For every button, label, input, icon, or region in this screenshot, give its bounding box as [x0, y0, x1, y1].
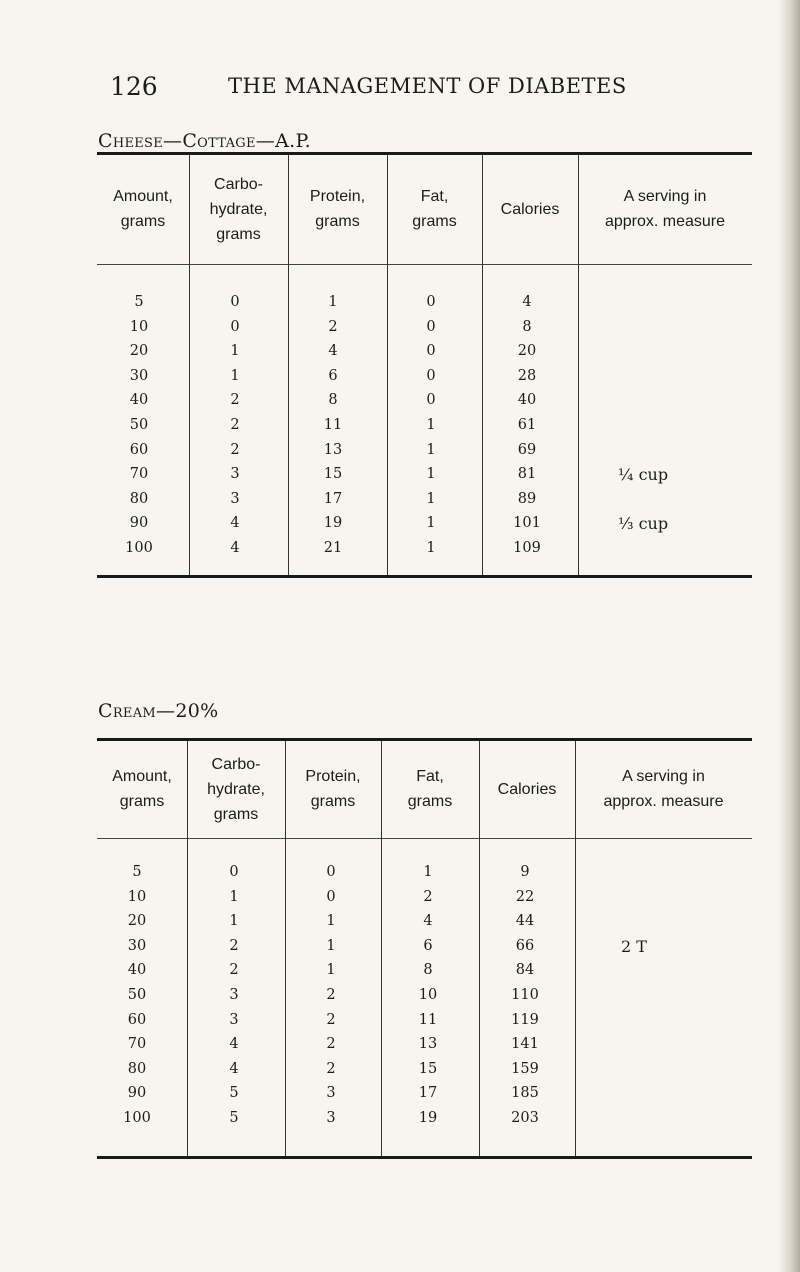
cell-amount: 10 — [127, 888, 147, 905]
column-header-serving-measure: A serving in approx. measure — [604, 188, 726, 230]
cell-fat: 2 — [423, 888, 433, 905]
column-header-protein: Protein, grams — [305, 768, 361, 810]
column-header-amount: Amount, grams — [113, 188, 173, 230]
cell-carbohydrate: 4 — [230, 515, 240, 532]
page-number: 126 — [110, 72, 158, 101]
cell-protein: 19 — [323, 515, 343, 532]
cell-amount: 10 — [129, 318, 149, 335]
cell-fat: 0 — [426, 318, 436, 335]
column-header-fat: Fat, grams — [412, 188, 457, 230]
cell-amount: 70 — [129, 466, 149, 483]
column-header-serving-measure: A serving in approx. measure — [603, 768, 724, 810]
cell-protein: 1 — [326, 913, 336, 930]
cell-fat: 13 — [418, 1036, 438, 1053]
header-rule — [97, 838, 752, 839]
cell-calories: 66 — [515, 937, 535, 954]
cell-calories: 9 — [520, 864, 530, 880]
cell-protein: 15 — [323, 466, 343, 483]
column-divider — [482, 155, 483, 575]
cell-fat: 1 — [426, 540, 436, 556]
cell-amount: 80 — [127, 1060, 147, 1077]
cell-carbohydrate: 2 — [229, 962, 239, 979]
cell-amount: 30 — [127, 937, 147, 954]
cell-carbohydrate: 3 — [229, 987, 239, 1003]
cell-fat: 0 — [426, 343, 436, 360]
cell-calories: 40 — [517, 392, 537, 409]
cell-fat: 1 — [426, 490, 436, 507]
cell-carbohydrate: 1 — [230, 343, 240, 360]
cell-amount: 60 — [127, 1011, 147, 1028]
table-bottom-rule — [97, 1156, 752, 1159]
cell-fat: 8 — [423, 962, 433, 979]
cell-calories: 159 — [511, 1060, 539, 1077]
cell-fat: 15 — [418, 1060, 438, 1077]
cell-calories: 20 — [517, 343, 537, 360]
cell-fat: 17 — [418, 1085, 438, 1102]
column-header-protein: Protein, grams — [309, 188, 366, 230]
column-header-carbohydrate: Carbo- hydrate, grams — [207, 755, 265, 823]
cell-calories: 69 — [517, 441, 537, 458]
cell-amount: 90 — [127, 1085, 147, 1102]
cell-fat: 4 — [423, 913, 433, 930]
cell-fat: 1 — [426, 441, 436, 458]
cell-carbohydrate: 2 — [229, 937, 239, 954]
cell-amount: 100 — [125, 540, 153, 556]
cell-fat: 0 — [426, 294, 436, 310]
cell-calories: 110 — [511, 987, 539, 1003]
cell-carbohydrate: 3 — [229, 1011, 239, 1028]
cell-calories: 81 — [517, 466, 537, 483]
cell-protein: 2 — [326, 1060, 336, 1077]
cell-fat: 1 — [426, 515, 436, 532]
cell-fat: 11 — [418, 1011, 438, 1028]
cell-fat: 0 — [426, 367, 436, 384]
page-edge-shadow — [778, 0, 800, 1272]
cottage-cheese-table — [97, 152, 752, 577]
cell-calories: 185 — [511, 1085, 539, 1102]
cell-amount: 5 — [132, 864, 142, 880]
cell-protein: 17 — [323, 490, 343, 507]
cell-fat: 1 — [426, 417, 436, 433]
cell-amount: 5 — [134, 294, 144, 310]
column-divider — [578, 155, 579, 575]
cell-fat: 1 — [426, 466, 436, 483]
cell-calories: 8 — [522, 318, 532, 335]
cell-fat: 10 — [418, 987, 438, 1003]
cell-serving-measure: ⅓ cup — [618, 514, 669, 534]
cream-table — [97, 738, 752, 1158]
cell-amount: 30 — [129, 367, 149, 384]
cell-protein: 3 — [326, 1085, 336, 1102]
cell-calories: 4 — [522, 294, 532, 310]
cell-protein: 2 — [328, 318, 338, 335]
cell-carbohydrate: 0 — [230, 318, 240, 335]
cell-fat: 0 — [426, 392, 436, 409]
cell-carbohydrate: 3 — [230, 466, 240, 483]
cell-carbohydrate: 4 — [229, 1036, 239, 1053]
cell-protein: 2 — [326, 1011, 336, 1028]
cell-calories: 203 — [511, 1110, 539, 1126]
cell-amount: 40 — [127, 962, 147, 979]
cell-carbohydrate: 0 — [229, 864, 239, 880]
column-header-carbohydrate: Carbo- hydrate, grams — [209, 175, 268, 243]
cell-calories: 44 — [515, 913, 535, 930]
cell-amount: 50 — [129, 417, 149, 433]
cell-protein: 11 — [323, 417, 343, 433]
cell-calories: 89 — [517, 490, 537, 507]
column-divider — [189, 155, 190, 575]
cell-carbohydrate: 1 — [230, 367, 240, 384]
cell-protein: 21 — [323, 540, 343, 556]
cell-fat: 6 — [423, 937, 433, 954]
cell-carbohydrate: 4 — [229, 1060, 239, 1077]
cell-protein: 0 — [326, 888, 336, 905]
cell-amount: 50 — [127, 987, 147, 1003]
cell-protein: 3 — [326, 1110, 336, 1126]
cell-calories: 28 — [517, 367, 537, 384]
column-divider — [479, 741, 480, 1156]
column-divider — [288, 155, 289, 575]
cell-calories: 119 — [511, 1011, 539, 1028]
cell-carbohydrate: 2 — [230, 392, 240, 409]
cell-serving-measure: 2 T — [621, 936, 647, 956]
cell-carbohydrate: 3 — [230, 490, 240, 507]
header-rule — [97, 264, 752, 265]
column-header-amount: Amount, grams — [112, 768, 172, 810]
cell-fat: 1 — [423, 864, 433, 880]
cell-protein: 6 — [328, 367, 338, 384]
section-title-cottage-cheese: Cheese—Cottage—A.P. — [98, 130, 312, 152]
cell-calories: 141 — [511, 1036, 539, 1053]
column-divider — [187, 741, 188, 1156]
cell-protein: 0 — [326, 864, 336, 880]
column-divider — [285, 741, 286, 1156]
cell-carbohydrate: 2 — [230, 441, 240, 458]
running-head — [110, 72, 670, 106]
column-divider — [381, 741, 382, 1156]
cell-amount: 60 — [129, 441, 149, 458]
cell-protein: 1 — [328, 294, 338, 310]
cell-carbohydrate: 5 — [229, 1085, 239, 1102]
cell-amount: 20 — [127, 913, 147, 930]
cell-amount: 70 — [127, 1036, 147, 1053]
cell-calories: 22 — [515, 888, 535, 905]
cell-protein: 1 — [326, 962, 336, 979]
cell-carbohydrate: 1 — [229, 888, 239, 905]
cell-protein: 4 — [328, 343, 338, 360]
cell-protein: 8 — [328, 392, 338, 409]
cell-protein: 1 — [326, 937, 336, 954]
column-divider — [575, 741, 576, 1156]
section-title-cream: Cream—20% — [98, 700, 219, 722]
cell-carbohydrate: 2 — [230, 417, 240, 433]
cell-carbohydrate: 4 — [230, 540, 240, 556]
cell-calories: 84 — [515, 962, 535, 979]
cell-protein: 2 — [326, 1036, 336, 1053]
cell-amount: 90 — [129, 515, 149, 532]
cell-amount: 20 — [129, 343, 149, 360]
column-header-calories: Calories — [497, 780, 557, 798]
column-divider — [387, 155, 388, 575]
cell-calories: 101 — [513, 515, 541, 532]
cell-amount: 100 — [123, 1110, 151, 1126]
cell-amount: 80 — [129, 490, 149, 507]
cell-carbohydrate: 5 — [229, 1110, 239, 1126]
cell-calories: 61 — [517, 417, 537, 433]
table-bottom-rule — [97, 575, 752, 578]
cell-protein: 2 — [326, 987, 336, 1003]
cell-fat: 19 — [418, 1110, 438, 1126]
cell-carbohydrate: 0 — [230, 294, 240, 310]
cell-protein: 13 — [323, 441, 343, 458]
cell-amount: 40 — [129, 392, 149, 409]
cell-carbohydrate: 1 — [229, 913, 239, 930]
running-title: THE MANAGEMENT OF DIABETES — [228, 74, 627, 98]
column-header-calories: Calories — [500, 200, 560, 218]
cell-serving-measure: ¼ cup — [618, 465, 669, 485]
cell-calories: 109 — [513, 540, 541, 556]
column-header-fat: Fat, grams — [407, 768, 453, 810]
